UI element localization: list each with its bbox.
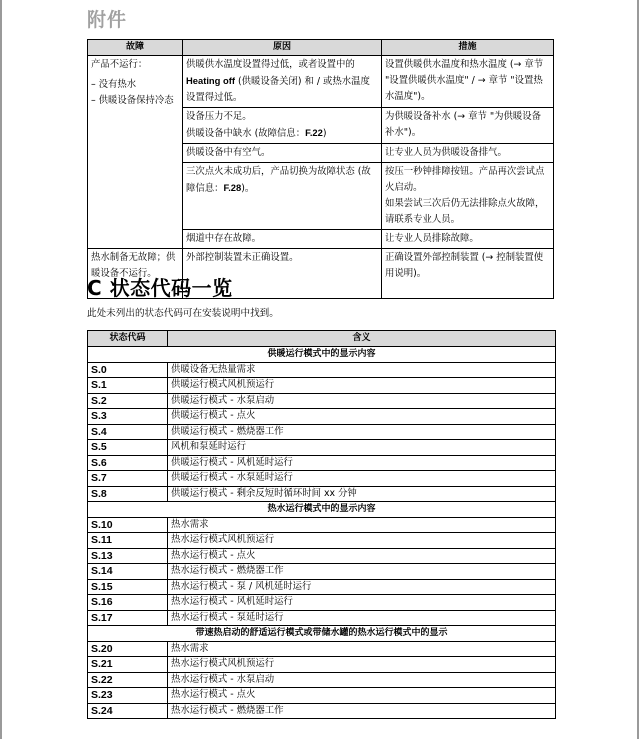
page-edge-left [0, 0, 2, 739]
remedy-text: 按压一秒钟排障按钮。产品再次尝试点火启动。 [385, 166, 545, 193]
header-fault: 故障 [88, 40, 183, 56]
cause-cell [183, 163, 382, 230]
cause-text: )。 [241, 183, 255, 194]
status-code: S.6 [88, 455, 168, 471]
table-row [88, 393, 556, 409]
table-row [88, 703, 556, 719]
table-row [88, 471, 556, 487]
table-row [88, 56, 554, 108]
fault-table-header [88, 40, 554, 56]
fault-title: 产品不运行： [91, 59, 148, 70]
status-meaning: 热水运行模式 - 水泵启动 [168, 672, 556, 688]
table-row [88, 455, 556, 471]
remedy-text: 如果尝试三次后仍无法排除点火故障，请联系专业人员。 [385, 198, 545, 225]
appendix-title: 附件 [87, 9, 128, 31]
table-row [88, 440, 556, 456]
cause-text: (供暖设备关闭) 和 / 或热水温度设置得过低。 [186, 76, 370, 103]
fault-code: F.22 [305, 127, 323, 138]
status-meaning: 热水运行模式 - 燃烧器工作 [168, 703, 556, 719]
status-meaning: 供暖运行模式 - 风机延时运行 [168, 455, 556, 471]
status-code: S.14 [88, 564, 168, 580]
group-header-row [88, 347, 556, 363]
table-row [88, 517, 556, 533]
table-row [88, 579, 556, 595]
cause-text: 设备压力不足。 [186, 111, 252, 122]
fault-symptom: – 没有热水 [91, 79, 137, 90]
status-code: S.5 [88, 440, 168, 456]
remedy-cell [382, 163, 554, 230]
section-intro: 此处未列出的状态代码可在安装说明中找到。 [87, 308, 279, 319]
cause-cell [183, 56, 382, 108]
remedy-cell: 让专业人员为供暖设备排气。 [382, 144, 554, 163]
cause-cell [183, 108, 382, 144]
group-title: 带速热启动的舒适运行模式或带储水罐的热水运行模式中的显示 [88, 626, 556, 642]
status-code: S.2 [88, 393, 168, 409]
status-code: S.16 [88, 595, 168, 611]
header-remedy: 措施 [382, 40, 554, 56]
table-row [88, 688, 556, 704]
fault-table [87, 39, 554, 299]
status-code: S.13 [88, 548, 168, 564]
section-title: C 状态代码一览 [87, 276, 233, 300]
status-meaning: 热水需求 [168, 641, 556, 657]
fault-code: F.28 [223, 182, 242, 193]
table-row [88, 657, 556, 673]
fault-cell [88, 56, 183, 249]
table-row [88, 610, 556, 626]
remedy-cell: 正确设置外部控制装置 (→ 控制装置使用说明)。 [382, 249, 554, 299]
remedy-cell: 为供暖设备补水 (→ 章节 "为供暖设备补水")。 [382, 108, 554, 144]
status-meaning: 风机和泵延时运行 [168, 440, 556, 456]
header-status-code: 状态代码 [88, 331, 168, 347]
status-meaning: 热水运行模式风机预运行 [168, 533, 556, 549]
status-code: S.3 [88, 409, 168, 425]
table-row [88, 548, 556, 564]
cause-text: ) [322, 128, 327, 139]
code-table-header [88, 331, 556, 347]
table-row [88, 424, 556, 440]
table-row [88, 595, 556, 611]
status-code: S.1 [88, 378, 168, 394]
status-meaning: 供暖运行模式 - 燃烧器工作 [168, 424, 556, 440]
status-code: S.15 [88, 579, 168, 595]
status-meaning: 热水运行模式风机预运行 [168, 657, 556, 673]
status-meaning: 供暖设备无热量需求 [168, 362, 556, 378]
table-row [88, 409, 556, 425]
status-meaning: 热水运行模式 - 泵 / 风机延时运行 [168, 579, 556, 595]
status-meaning: 热水运行模式 - 点火 [168, 548, 556, 564]
status-code: S.24 [88, 703, 168, 719]
status-code: S.21 [88, 657, 168, 673]
status-code: S.23 [88, 688, 168, 704]
status-code: S.10 [88, 517, 168, 533]
remedy-cell: 让专业人员排除故障。 [382, 230, 554, 249]
table-row [88, 378, 556, 394]
cause-cell: 供暖设备中有空气。 [183, 144, 382, 163]
status-code: S.22 [88, 672, 168, 688]
status-code: S.0 [88, 362, 168, 378]
cause-cell: 外部控制装置未正确设置。 [183, 249, 382, 299]
status-meaning: 热水运行模式 - 泵延时运行 [168, 610, 556, 626]
status-code: S.11 [88, 533, 168, 549]
status-code: S.4 [88, 424, 168, 440]
table-row [88, 486, 556, 502]
status-code: S.17 [88, 610, 168, 626]
status-code: S.20 [88, 641, 168, 657]
group-header-row [88, 502, 556, 518]
cause-text: 供暖设备中缺水 (故障信息： [186, 128, 306, 139]
cause-cell: 烟道中存在故障。 [183, 230, 382, 249]
status-meaning: 供暖运行模式 - 水泵启动 [168, 393, 556, 409]
group-header-row [88, 626, 556, 642]
group-title: 热水运行模式中的显示内容 [88, 502, 556, 518]
status-meaning: 热水运行模式 - 点火 [168, 688, 556, 704]
cause-text: 供暖供水温度设置得过低，或者设置中的 [186, 59, 355, 70]
code-table-body [88, 347, 556, 719]
group-title: 供暖运行模式中的显示内容 [88, 347, 556, 363]
status-meaning: 热水需求 [168, 517, 556, 533]
table-row [88, 362, 556, 378]
status-code: S.7 [88, 471, 168, 487]
table-row [88, 672, 556, 688]
status-meaning: 热水运行模式 - 燃烧器工作 [168, 564, 556, 580]
fault-cell: 热水制备无故障；供暖设备不运行。 [88, 249, 183, 299]
status-code: S.8 [88, 486, 168, 502]
cause-setting-name: Heating off [186, 75, 235, 86]
table-row [88, 564, 556, 580]
status-code-table [87, 330, 556, 719]
status-meaning: 热水运行模式 - 风机延时运行 [168, 595, 556, 611]
fault-symptom: – 供暖设备保持冷态 [91, 95, 174, 106]
status-meaning: 供暖运行模式 - 点火 [168, 409, 556, 425]
table-row [88, 641, 556, 657]
remedy-cell: 设置供暖供水温度和热水温度 (→ 章节 "设置供暖供水温度" / → 章节 "设置热水温度")。 [382, 56, 554, 108]
table-row [88, 533, 556, 549]
status-meaning: 供暖运行模式 - 剩余反短时循环时间 xx 分钟 [168, 486, 556, 502]
status-meaning: 供暖运行模式 - 水泵延时运行 [168, 471, 556, 487]
cause-text: 三次点火未成功后，产品切换为故障状态 (故障信息： [186, 166, 371, 194]
header-meaning: 含义 [168, 331, 556, 347]
header-cause: 原因 [183, 40, 382, 56]
status-meaning: 供暖运行模式风机预运行 [168, 378, 556, 394]
